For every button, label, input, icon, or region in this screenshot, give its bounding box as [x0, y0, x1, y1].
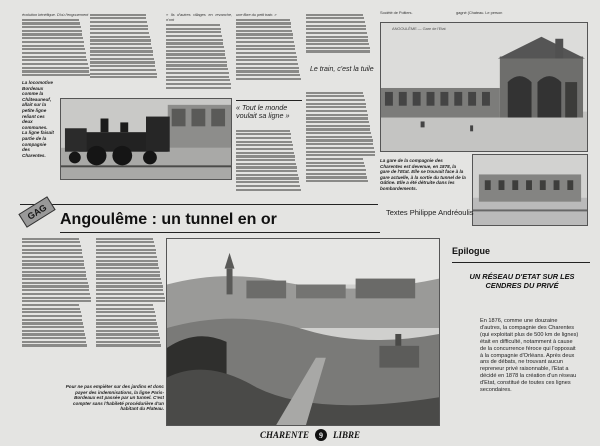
column-five-bottom	[306, 90, 376, 210]
section-rule	[20, 204, 378, 205]
footer-left: CHARENTE	[259, 430, 309, 440]
footer-page-number: 9	[315, 429, 327, 441]
epilogue-title: UN RÉSEAU D'ETAT SUR LES CENDRES DU PRIVÉ	[469, 272, 575, 290]
byline: Textes Philippe Andréoulis	[386, 208, 474, 217]
inset-photo	[472, 154, 588, 226]
photo-caption: Pour ne pas empiéter sur des jardins et donc payer des indemnisations, la ligne Paris-Bordeaux est passée par un tunnel. C'est compter sans l'habileté procédurière d'un habitant du Plateau.	[65, 384, 164, 412]
top-fragment: une fibre du petit train. »	[236, 12, 277, 17]
column-four-bottom	[236, 128, 302, 208]
tunnel-landscape-photo	[166, 238, 440, 426]
header-fragment-2: gagné (Chateau. Le person	[456, 10, 503, 15]
epilogue-label-text: Epilogue	[452, 246, 490, 256]
lower-column-two	[96, 236, 166, 382]
epilogue-body: En 1876, comme une douzaine d'autres, la compagnie des Charentes (qui exploitait plus de 500 km de lignes) était en difficulté, notamment à cause de la concurrence féroce qui l'opposait à la compagnie d'Orléans. Après deux ans de débats, ne trouvant aucun repreneur privé raisonnable, l'Etat a décidé en 1878 la création d'un réseau d'Etat, constitué de toutes ces lignes secondaires.	[480, 318, 579, 394]
lead-column-top	[22, 12, 92, 90]
epilogue-label	[452, 246, 512, 258]
quote-rule-top	[236, 100, 302, 101]
station-caption: La gare de la compagnie des Charentes est devenue, en 1878, la gare de l'Etat. Elle se trouvait face à la gare actuelle, à la sortie du tunnel de la Gâtine. Elle a été détruite dans les bombardements.	[380, 158, 466, 191]
header-fragment-1: Société de Poitiers.	[380, 10, 413, 15]
column-three-top	[166, 12, 232, 98]
epilogue-rule	[452, 262, 590, 263]
headline-rule	[60, 232, 380, 233]
postcard-caption: ANGOULÊME — Gare de l'Etat	[392, 26, 446, 31]
column-four-top	[236, 12, 302, 92]
station-photo	[380, 22, 588, 152]
pull-quote-1: « Tout le monde voulait sa ligne »	[236, 103, 290, 120]
locomotive-photo	[60, 98, 232, 180]
headline: Angoulême : un tunnel en or	[60, 211, 277, 228]
mid-fragment: « Ils d'autres villages en revanche, n'ont	[166, 12, 232, 23]
footer-right: LIBRE	[333, 430, 361, 440]
lead-fragment: évolution bénéfique. D'où l'engouement	[22, 12, 89, 17]
footer	[200, 428, 420, 442]
column-five-top	[306, 12, 376, 62]
gag-badge: GAG	[18, 196, 55, 228]
pull-quote-2: Le train, c'est la tuile	[310, 66, 374, 73]
lower-column-one	[22, 236, 92, 382]
left-caption: La locomotive Bordeaux comme la Châteauneuf, allait sur la petite ligne reliant ces deux communes. La ligne faisait partie de la compagnie des Charentes.	[22, 80, 54, 158]
column-two-top	[90, 12, 158, 100]
